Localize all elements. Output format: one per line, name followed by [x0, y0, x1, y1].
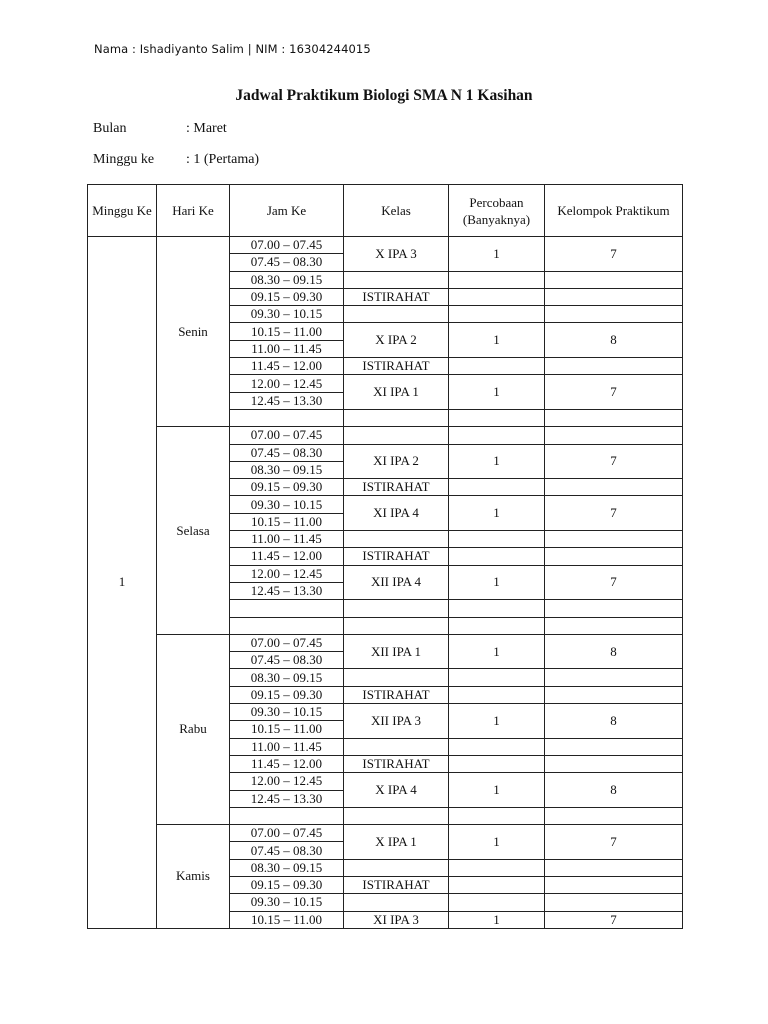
time-slot-cell: 11.00 – 11.45 — [230, 340, 344, 357]
group-count-cell: 8 — [545, 634, 683, 669]
class-cell: XI IPA 1 — [344, 375, 449, 410]
class-cell: XI IPA 2 — [344, 444, 449, 479]
student-identity-line: Nama : Ishadiyanto Salim | NIM : 16304244015 — [94, 42, 371, 56]
group-count-cell — [545, 271, 683, 288]
group-count-cell: 7 — [545, 825, 683, 860]
time-slot-cell — [230, 807, 344, 824]
experiment-count-cell: 1 — [449, 444, 545, 479]
column-header-class: Kelas — [344, 185, 449, 237]
practicum-schedule-table — [87, 184, 683, 929]
experiment-count-cell — [449, 894, 545, 911]
class-cell: X IPA 3 — [344, 237, 449, 272]
group-count-cell: 7 — [545, 444, 683, 479]
experiment-count-cell: 1 — [449, 323, 545, 358]
group-count-cell — [545, 600, 683, 617]
time-slot-cell: 07.45 – 08.30 — [230, 652, 344, 669]
time-slot-cell: 10.15 – 11.00 — [230, 911, 344, 928]
time-slot-cell: 09.15 – 09.30 — [230, 876, 344, 893]
day-name-cell: Selasa — [157, 427, 230, 635]
schedule-body — [88, 237, 683, 929]
week-number-cell: 1 — [88, 237, 157, 929]
experiment-count-cell — [449, 288, 545, 305]
group-count-cell: 7 — [545, 911, 683, 928]
class-cell — [344, 409, 449, 426]
class-cell: ISTIRAHAT — [344, 755, 449, 772]
experiment-count-cell — [449, 409, 545, 426]
class-cell — [344, 894, 449, 911]
week-label: Minggu ke — [93, 152, 155, 167]
class-cell: ISTIRAHAT — [344, 358, 449, 375]
group-count-cell — [545, 479, 683, 496]
experiment-count-cell — [449, 548, 545, 565]
time-slot-cell: 07.00 – 07.45 — [230, 427, 344, 444]
table-row — [88, 634, 683, 651]
time-slot-cell: 09.15 – 09.30 — [230, 686, 344, 703]
group-count-cell — [545, 617, 683, 634]
experiment-count-cell — [449, 859, 545, 876]
group-count-cell — [545, 807, 683, 824]
day-name-cell: Senin — [157, 237, 230, 427]
experiment-count-cell — [449, 755, 545, 772]
month-label: Bulan — [93, 121, 127, 136]
class-cell: XI IPA 4 — [344, 496, 449, 531]
time-slot-cell — [230, 409, 344, 426]
experiment-count-cell: 1 — [449, 773, 545, 808]
time-slot-cell — [230, 600, 344, 617]
table-header-row — [88, 185, 683, 237]
experiment-count-cell — [449, 686, 545, 703]
column-header-hour: Jam Ke — [230, 185, 344, 237]
class-cell: X IPA 2 — [344, 323, 449, 358]
document-title: Jadwal Praktikum Biologi SMA N 1 Kasihan — [235, 87, 533, 104]
class-cell — [344, 807, 449, 824]
class-cell: ISTIRAHAT — [344, 686, 449, 703]
class-cell — [344, 617, 449, 634]
group-count-cell — [545, 738, 683, 755]
group-count-cell: 7 — [545, 565, 683, 600]
group-count-cell — [545, 427, 683, 444]
month-value: : Maret — [186, 121, 227, 136]
group-count-cell — [545, 531, 683, 548]
class-cell — [344, 306, 449, 323]
day-name-cell: Rabu — [157, 634, 230, 824]
time-slot-cell: 07.45 – 08.30 — [230, 842, 344, 859]
group-count-cell: 7 — [545, 375, 683, 410]
class-cell: X IPA 1 — [344, 825, 449, 860]
time-slot-cell: 08.30 – 09.15 — [230, 859, 344, 876]
experiment-count-cell — [449, 531, 545, 548]
experiment-count-cell — [449, 427, 545, 444]
class-cell — [344, 531, 449, 548]
class-cell: X IPA 4 — [344, 773, 449, 808]
time-slot-cell: 12.00 – 12.45 — [230, 565, 344, 582]
group-count-cell — [545, 358, 683, 375]
group-count-cell — [545, 894, 683, 911]
column-header-day: Hari Ke — [157, 185, 230, 237]
time-slot-cell: 11.45 – 12.00 — [230, 358, 344, 375]
class-cell — [344, 669, 449, 686]
time-slot-cell: 12.00 – 12.45 — [230, 773, 344, 790]
group-count-cell — [545, 859, 683, 876]
time-slot-cell: 10.15 – 11.00 — [230, 513, 344, 530]
class-cell — [344, 600, 449, 617]
time-slot-cell: 12.45 – 13.30 — [230, 582, 344, 599]
table-row — [88, 427, 683, 444]
group-count-cell — [545, 876, 683, 893]
experiment-count-cell — [449, 876, 545, 893]
time-slot-cell: 09.30 – 10.15 — [230, 496, 344, 513]
time-slot-cell: 08.30 – 09.15 — [230, 461, 344, 478]
time-slot-cell: 12.45 – 13.30 — [230, 790, 344, 807]
group-count-cell: 7 — [545, 496, 683, 531]
time-slot-cell: 10.15 – 11.00 — [230, 721, 344, 738]
group-count-cell: 8 — [545, 323, 683, 358]
time-slot-cell: 07.00 – 07.45 — [230, 634, 344, 651]
experiment-count-cell: 1 — [449, 375, 545, 410]
experiment-count-cell — [449, 306, 545, 323]
class-cell: ISTIRAHAT — [344, 876, 449, 893]
column-header-week: Minggu Ke — [88, 185, 157, 237]
time-slot-cell: 09.30 – 10.15 — [230, 306, 344, 323]
week-value: : 1 (Pertama) — [186, 152, 260, 167]
group-count-cell: 8 — [545, 704, 683, 739]
experiment-count-cell: 1 — [449, 496, 545, 531]
class-cell: ISTIRAHAT — [344, 288, 449, 305]
experiment-count-cell — [449, 600, 545, 617]
time-slot-cell: 11.45 – 12.00 — [230, 548, 344, 565]
experiment-count-cell: 1 — [449, 825, 545, 860]
class-cell: XII IPA 3 — [344, 704, 449, 739]
class-cell: XII IPA 4 — [344, 565, 449, 600]
class-cell: XII IPA 1 — [344, 634, 449, 669]
time-slot-cell: 09.30 – 10.15 — [230, 704, 344, 721]
class-cell — [344, 427, 449, 444]
class-cell — [344, 271, 449, 288]
experiment-count-cell — [449, 738, 545, 755]
time-slot-cell: 07.00 – 07.45 — [230, 237, 344, 254]
table-row — [88, 237, 683, 254]
experiment-count-cell — [449, 807, 545, 824]
time-slot-cell: 11.00 – 11.45 — [230, 531, 344, 548]
time-slot-cell: 09.30 – 10.15 — [230, 894, 344, 911]
group-count-cell — [545, 669, 683, 686]
time-slot-cell: 07.45 – 08.30 — [230, 444, 344, 461]
experiment-count-cell — [449, 271, 545, 288]
time-slot-cell: 11.00 – 11.45 — [230, 738, 344, 755]
time-slot-cell: 07.45 – 08.30 — [230, 254, 344, 271]
time-slot-cell: 12.45 – 13.30 — [230, 392, 344, 409]
experiment-count-cell: 1 — [449, 237, 545, 272]
table-row — [88, 825, 683, 842]
time-slot-cell: 11.45 – 12.00 — [230, 755, 344, 772]
group-count-cell — [545, 409, 683, 426]
time-slot-cell — [230, 617, 344, 634]
experiment-count-cell — [449, 479, 545, 496]
experiment-count-cell: 1 — [449, 911, 545, 928]
group-count-cell — [545, 306, 683, 323]
group-count-cell: 8 — [545, 773, 683, 808]
time-slot-cell: 10.15 – 11.00 — [230, 323, 344, 340]
experiment-count-cell: 1 — [449, 634, 545, 669]
time-slot-cell: 09.15 – 09.30 — [230, 288, 344, 305]
time-slot-cell: 09.15 – 09.30 — [230, 479, 344, 496]
time-slot-cell: 12.00 – 12.45 — [230, 375, 344, 392]
time-slot-cell: 08.30 – 09.15 — [230, 271, 344, 288]
experiment-count-cell — [449, 358, 545, 375]
time-slot-cell: 07.00 – 07.45 — [230, 825, 344, 842]
time-slot-cell: 08.30 – 09.15 — [230, 669, 344, 686]
class-cell — [344, 738, 449, 755]
day-name-cell: Kamis — [157, 825, 230, 929]
class-cell: ISTIRAHAT — [344, 479, 449, 496]
experiment-count-cell — [449, 669, 545, 686]
group-count-cell — [545, 548, 683, 565]
group-count-cell — [545, 288, 683, 305]
experiment-count-cell: 1 — [449, 565, 545, 600]
class-cell: ISTIRAHAT — [344, 548, 449, 565]
group-count-cell — [545, 755, 683, 772]
column-header-experiments: Percobaan (Banyaknya) — [449, 185, 545, 237]
class-cell — [344, 859, 449, 876]
column-header-group: Kelompok Praktikum — [545, 185, 683, 237]
experiment-count-cell: 1 — [449, 704, 545, 739]
group-count-cell — [545, 686, 683, 703]
group-count-cell: 7 — [545, 237, 683, 272]
experiment-count-cell — [449, 617, 545, 634]
class-cell: XI IPA 3 — [344, 911, 449, 928]
